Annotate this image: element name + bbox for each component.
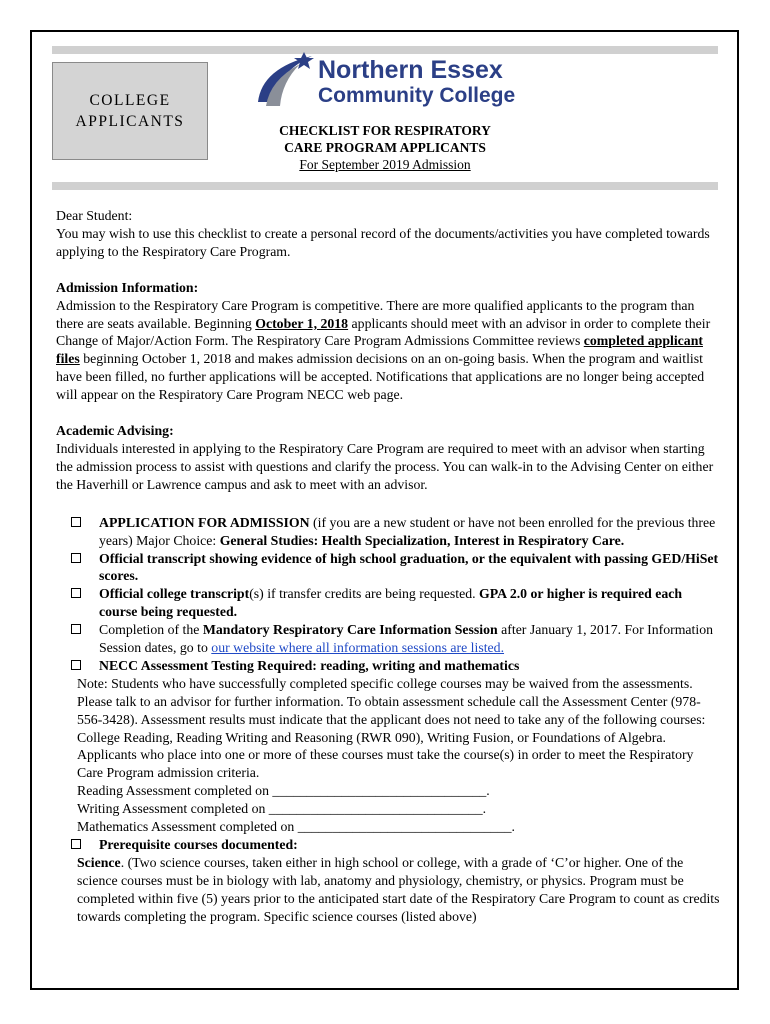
admission-title: Admission Information: (56, 279, 199, 295)
checklist-item-prerequisites: Prerequisite courses documented: (56, 836, 720, 854)
swoosh-icon (254, 52, 316, 112)
checkbox[interactable] (71, 660, 81, 670)
advising-text: Individuals interested in applying to the Respiratory Care Program are required to meet with an advisor when starting the admission process to assist with questions and clarify the process. You can walk-in to the Advising Center on either the Haverhill or Lawrence campus and ask to meet with an advisor. (56, 440, 714, 492)
checkbox[interactable] (71, 839, 81, 849)
heading-line2: CARE PROGRAM APPLICANTS (284, 140, 486, 155)
science-requirement: Science. (Two science courses, taken either in high school or college, with a grade of ‘C’or higher. One of the science courses must be in biology with lab, anatomy and physiology, chemistry, or physics. Program must be completed within five (5) years prior to the anticipated start date of the Respiratory Care Program to count as credits towards completing the program. Specific science courses (listed above) (77, 854, 720, 924)
admission-text: Admission to the Respiratory Care Program is competitive. There are more qualified applicants to the program than there are seats available. Beginning October 1, 2018 applicants should meet with an advisor in order to complete their Change of Major/Action Form. The Respiratory Care Program Admissions Committee reviews completed applicant files beginning October 1, 2018 and makes admission decisions on an on-going basis. When the program and waitlist have been filled, no further applications will be accepted. Notifications that applications are no longer being accepted will appear on the Respiratory Care Program NECC web page. (56, 297, 711, 403)
assessment-note: Note: Students who have successfully completed specific college courses may be waived from the assessments. Please talk to an advisor for further information. To obtain assessment schedule call the Assessment Center (978-556-3428). Assessment results must indicate that the applicant does not need to take any of the following courses: College Reading, Reading Writing and Reasoning (RWR 090), Writing Fusion, or Foundations of Algebra. Applicants who place into one or more of these courses must take the course(s) in order to meet the Respiratory Care Program admission criteria. (77, 675, 706, 781)
advising-title: Academic Advising: (56, 423, 174, 439)
checkbox[interactable] (71, 553, 81, 563)
intro-text: You may wish to use this checklist to create a personal record of the documents/activities you have completed towards applying to the Respiratory Care Program. (56, 225, 710, 259)
checklist-item-info-session: Completion of the Mandatory Respiratory Care Information Session after January 1, 2017. For Information Session dates, go to our website where all information sessions are listed. (56, 621, 720, 657)
checkbox[interactable] (71, 624, 81, 634)
completed-files: completed applicant files (56, 333, 703, 367)
checklist-heading (230, 122, 540, 173)
checklist-item-application: APPLICATION FOR ADMISSION (if you are a new student or have not been enrolled for the previous three years) Major Choice: General Studies: Health Specialization, Interest in Respiratory Care. (56, 514, 720, 550)
college-logo (254, 52, 554, 116)
badge-line2: APPLICANTS (75, 113, 185, 130)
checklist-item-hs-transcript: Official transcript showing evidence of high school graduation, or the equivalent with passing GED/HiSet scores. (56, 550, 720, 586)
greeting: Dear Student: (56, 208, 133, 223)
reading-assessment-line: Reading Assessment completed on _______________________________. (77, 783, 490, 799)
heading-subtitle: For September 2019 Admission (299, 157, 471, 172)
checkbox[interactable] (71, 517, 81, 527)
college-applicants-badge (52, 62, 208, 160)
admission-date: October 1, 2018 (255, 315, 349, 331)
checklist-item-assessment: NECC Assessment Testing Required: reading, writing and mathematics (56, 657, 720, 675)
info-sessions-link[interactable]: our website where all information sessions are listed. (211, 640, 505, 656)
heading-line1: CHECKLIST FOR RESPIRATORY (279, 123, 491, 138)
header-divider (52, 182, 718, 190)
checkbox[interactable] (71, 588, 81, 598)
writing-assessment-line: Writing Assessment completed on _______________________________. (77, 801, 487, 817)
document-body (56, 207, 720, 926)
math-assessment-line: Mathematics Assessment completed on _______________________________. (77, 819, 516, 835)
checklist-item-college-transcript: Official college transcript(s) if transfer credits are being requested. GPA 2.0 or higher is required each course being requested. (56, 585, 720, 621)
logo-line1: Northern Essex (318, 56, 503, 84)
badge-line1: COLLEGE (89, 92, 171, 109)
logo-line2: Community College (318, 84, 516, 107)
